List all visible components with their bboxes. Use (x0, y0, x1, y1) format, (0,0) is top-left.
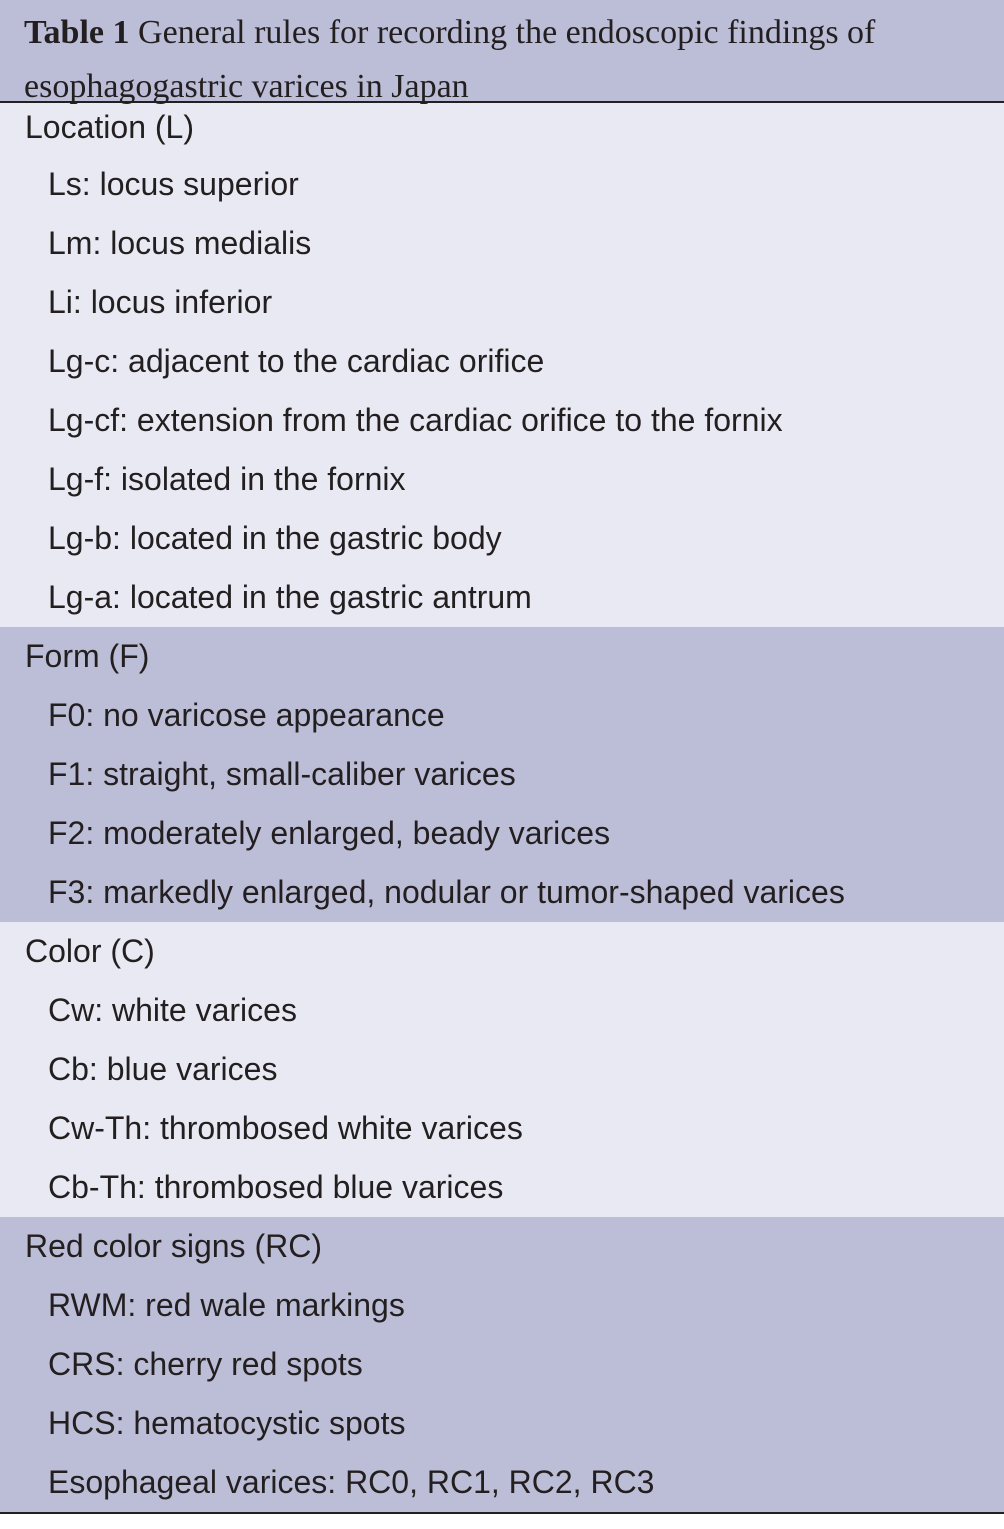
section-heading: Location (L) (25, 109, 194, 145)
table-caption-label: Table 1 (24, 14, 130, 51)
section-form (0, 627, 1004, 922)
table-row: Cb: blue varices (48, 1051, 278, 1087)
table-row: Lg-cf: extension from the cardiac orifice to the fornix (48, 402, 783, 438)
table-row: Lg-f: isolated in the fornix (48, 461, 406, 497)
table-row: F3: markedly enlarged, nodular or tumor-shaped varices (48, 874, 845, 910)
table-row: F1: straight, small-caliber varices (48, 756, 516, 792)
table-row: Li: locus inferior (48, 284, 273, 320)
table-row: HCS: hematocystic spots (48, 1405, 406, 1441)
table-row: RWM: red wale markings (48, 1287, 405, 1323)
section-red-color-signs (0, 1217, 1004, 1514)
table-row: F2: moderately enlarged, beady varices (48, 815, 611, 851)
table-row: Lg-c: adjacent to the cardiac orifice (48, 343, 545, 379)
section-heading: Red color signs (RC) (25, 1228, 322, 1264)
table-row: Esophageal varices: RC0, RC1, RC2, RC3 (48, 1464, 655, 1500)
table-row: Cb-Th: thrombosed blue varices (48, 1169, 504, 1205)
section-heading: Color (C) (25, 933, 155, 969)
section-location (0, 103, 1004, 627)
table-caption (0, 0, 1004, 103)
section-heading: Form (F) (25, 638, 150, 674)
table-row: Lg-b: located in the gastric body (48, 520, 502, 556)
table-row: F0: no varicose appearance (48, 697, 445, 733)
table-row: Lm: locus medialis (48, 225, 312, 261)
table-row: Cw-Th: thrombosed white varices (48, 1110, 523, 1146)
table-row: CRS: cherry red spots (48, 1346, 363, 1382)
section-color (0, 922, 1004, 1217)
table-row: Ls: locus superior (48, 166, 299, 202)
table-row: Lg-a: located in the gastric antrum (48, 579, 532, 615)
table-row: Cw: white varices (48, 992, 297, 1028)
table-caption-text: General rules for recording the endoscopic findings of esophagogastric varices in Japan (24, 14, 876, 105)
